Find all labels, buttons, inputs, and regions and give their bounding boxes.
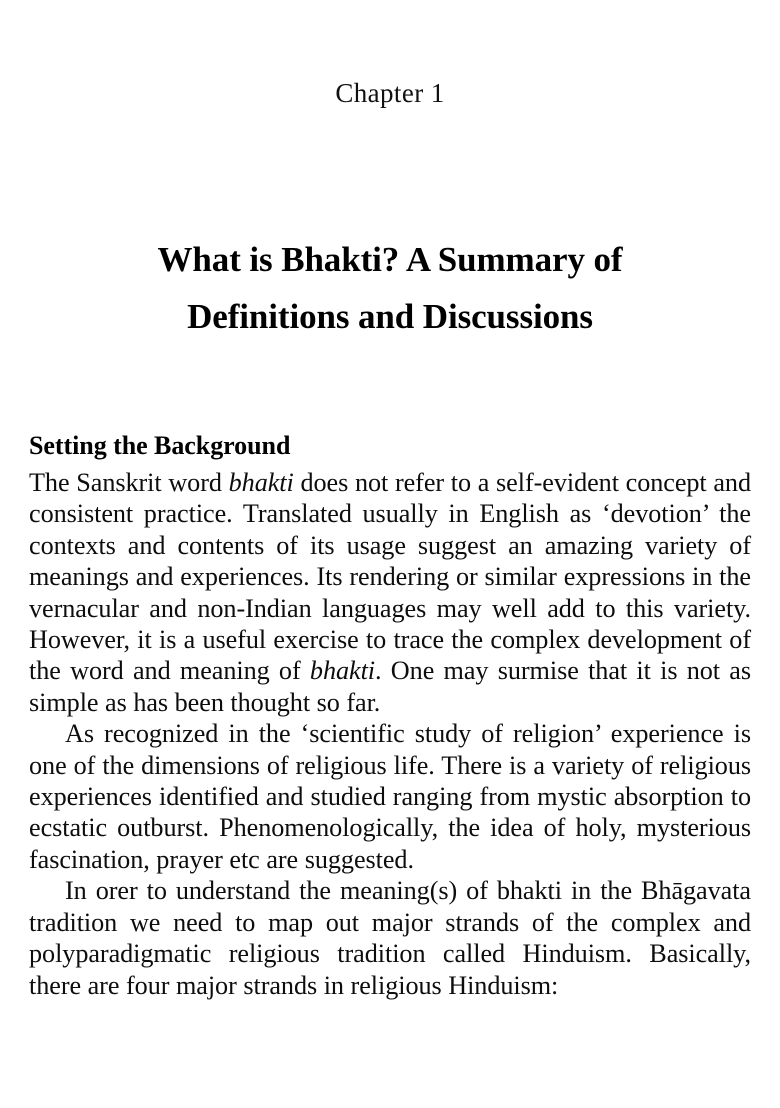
paragraph-container xyxy=(29,467,751,1001)
page-title-line-2: Definitions and Discussions xyxy=(187,297,593,337)
section-heading: Setting the Background xyxy=(29,431,291,460)
body-paragraph xyxy=(29,875,751,1001)
text-run: The Sanskrit word xyxy=(29,468,229,497)
text-run: does not refer to a self-evident concept and consistent practice. Translated usually in English as ‘devotion’ the contexts and contents of its usage suggest an amazing variety of meanings and experiences. Its rendering or similar expressions in the vernacular and non-Indian languages may well add to this variety. However, it is a useful exercise to trace the complex development of the word and meaning of xyxy=(29,468,751,686)
text-run: In orer to understand the meaning(s) of bhakti in the Bhāgavata tradition we need to map out major strands of the complex and polyparadigmatic religious tradition called Hinduism. Basically, there are four major strands in religious Hinduism: xyxy=(29,876,751,1000)
italic-term: bhakti xyxy=(228,468,294,497)
page-title-line-1: What is Bhakti? A Summary of xyxy=(157,240,623,280)
text-run: As recognized in the ‘scientific study of religion’ experience is one of the dimensions of religious life. There is a variety of religious experiences identified and studied ranging from mystic absorption to ecstatic outburst. Phenomenologically, the idea of holy, mysterious fascination, prayer etc are suggested. xyxy=(29,719,751,874)
body-text-column xyxy=(29,430,751,1001)
body-paragraph xyxy=(29,467,751,718)
text-run: . One may surmise that it is not as simple as has been thought so far. xyxy=(29,656,752,717)
page-title xyxy=(60,231,720,345)
chapter-label: Chapter 1 xyxy=(335,78,445,108)
body-paragraph xyxy=(29,718,751,875)
italic-term: bhakti xyxy=(309,656,376,686)
